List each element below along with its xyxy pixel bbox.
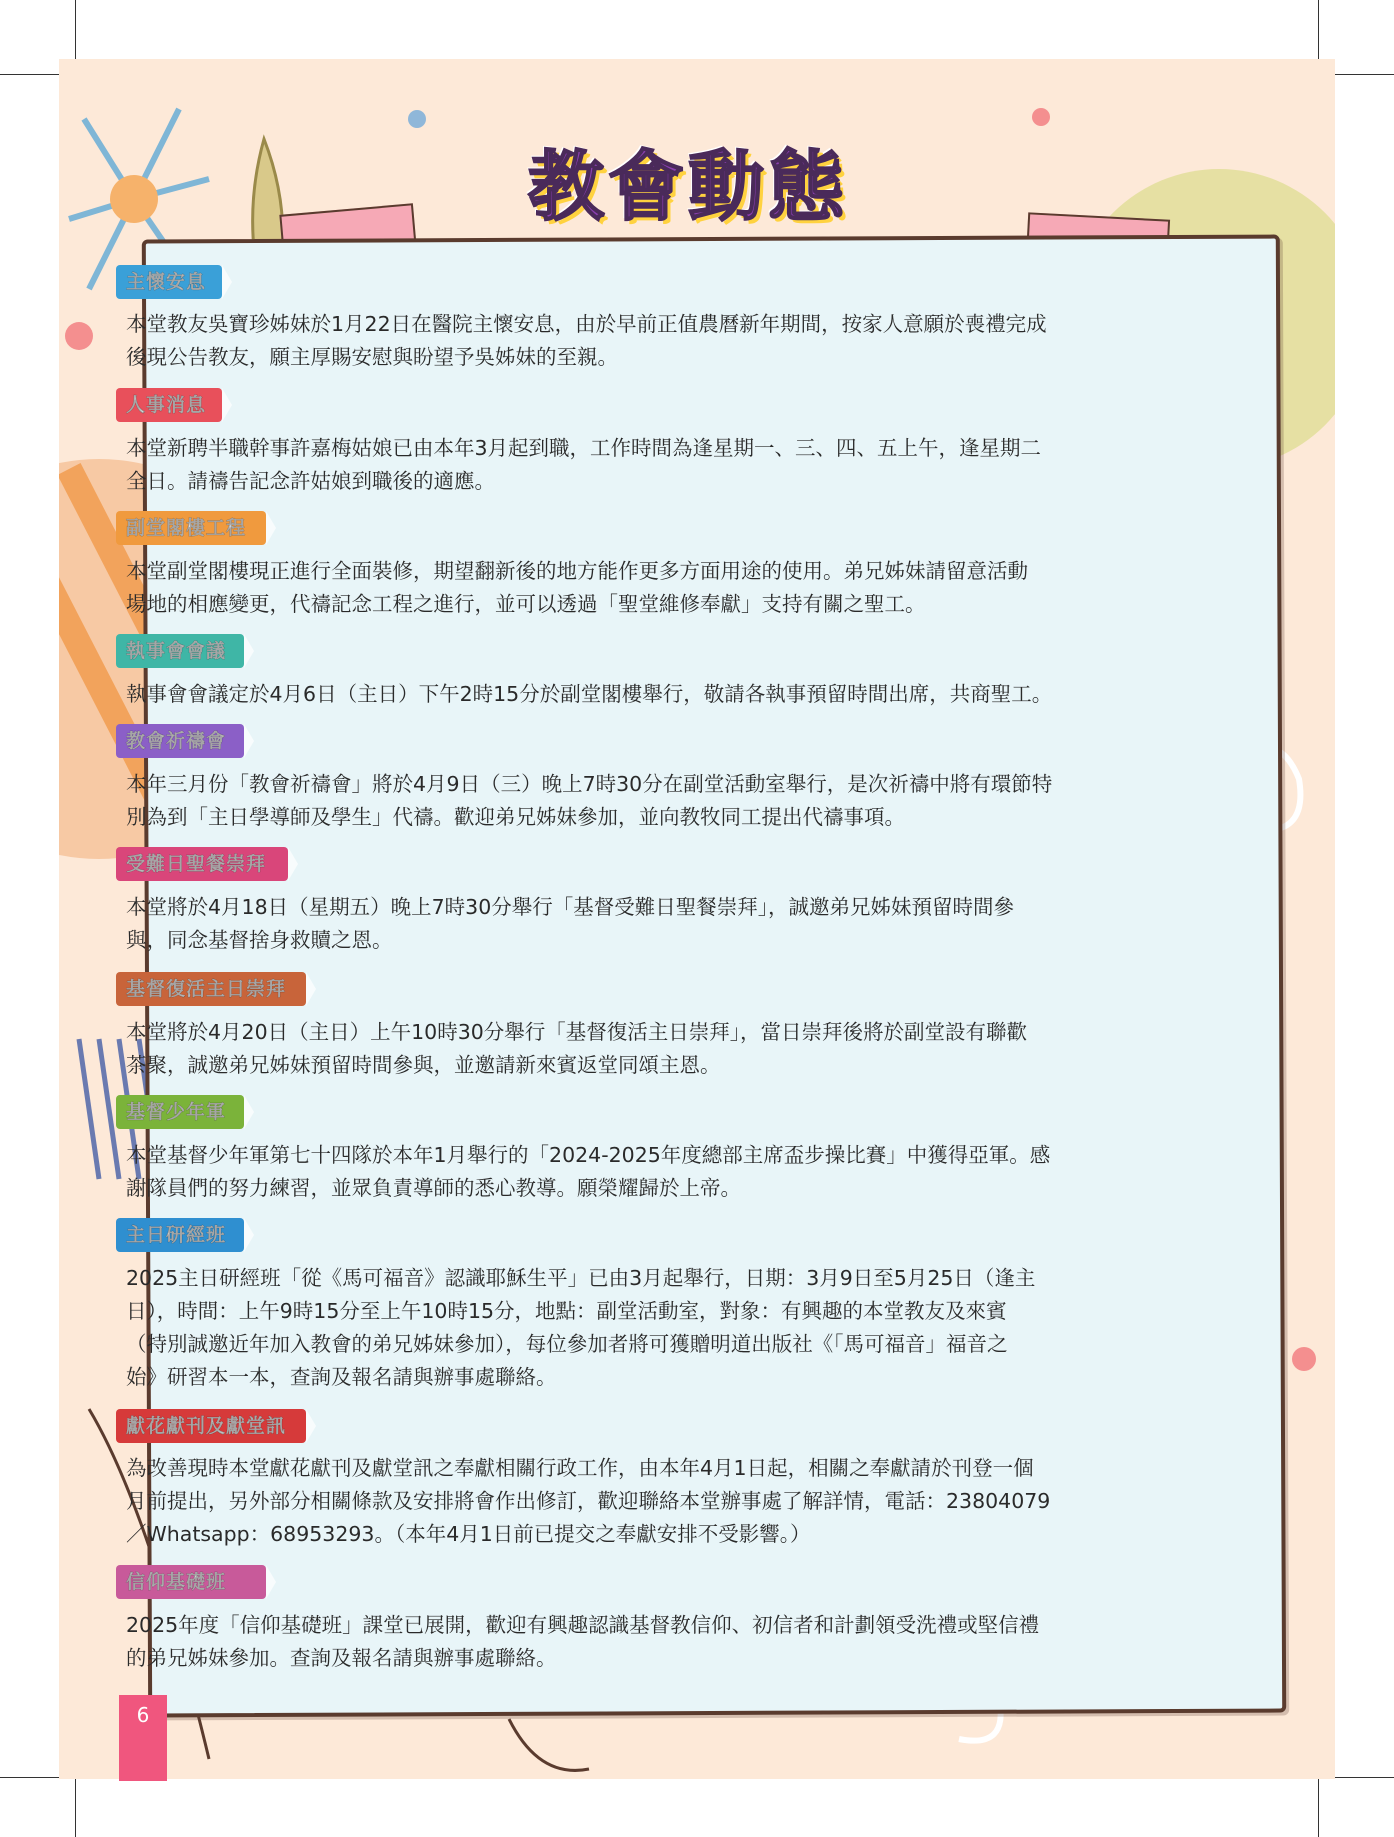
crop-mark xyxy=(1318,0,1319,60)
section-tag: 基督復活主日崇拜 xyxy=(116,972,306,1006)
section-text: 本堂副堂閣樓現正進行全面裝修，期望翻新後的地方能作更多方面用途的使用。弟兄姊妹請留意活動 場地的相應變更，代禱記念工程之進行，並可以透過「聖堂維修奉獻」支持有關之聖工。 xyxy=(126,559,1028,616)
section-text: 本堂將於4月18日（星期五）晚上7時30分舉行「基督受難日聖餐崇拜」，誠邀弟兄姊妹預留時間參 與，同念基督捨身救贖之恩。 xyxy=(126,895,1015,952)
section-text: 本年三月份「教會祈禱會」將於4月9日（三）晚上7時30分在副堂活動室舉行，是次祈禱中將有環節特 別為到「主日學導師及學生」代禱。歡迎弟兄姊妹參加，並向教牧同工提出代禱事項。 xyxy=(126,772,1053,829)
section-text: 本堂基督少年軍第七十四隊於本年1月舉行的「2024-2025年度總部主席盃步操比賽」中獲得亞軍。感 謝隊員們的努力練習，並眾負責導師的悉心教導。願榮耀歸於上帝。 xyxy=(126,1143,1051,1200)
section-tag: 信仰基礎班 xyxy=(116,1565,266,1599)
section-text: 執事會會議定於4月6日（主日）下午2時15分於副堂閣樓舉行，敬請各執事預留時間出席，共商聖工。 xyxy=(126,682,1053,706)
section-text: 為改善現時本堂獻花獻刊及獻堂訊之奉獻相關行政工作，由本年4月1日起，相關之奉獻請於刊登一個 月前提出，另外部分相關條款及安排將會作出修訂，歡迎聯絡本堂辦事處了解詳情，電話：23804079 ／Whatsapp：68953293。（本年4月1日前已提交之奉獻安排不受影響。） xyxy=(126,1456,1051,1546)
section-tag: 獻花獻刊及獻堂訊 xyxy=(116,1409,306,1443)
section-text: 本堂新聘半職幹事許嘉梅姑娘已由本年3月起到職，工作時間為逢星期一、三、四、五上午，逢星期二 全日。請禱告記念許姑娘到職後的適應。 xyxy=(126,436,1042,493)
section-tag: 基督少年軍 xyxy=(116,1095,244,1129)
section-tag: 副堂閣樓工程 xyxy=(116,511,266,545)
section-text: 2025年度「信仰基礎班」課堂已展開，歡迎有興趣認識基督教信仰、初信者和計劃領受洗禮或堅信禮 的弟兄姊妹參加。查詢及報名請與辦事處聯絡。 xyxy=(126,1613,1040,1670)
crop-mark xyxy=(1318,1777,1319,1837)
section-tag: 執事會會議 xyxy=(116,634,244,668)
section-text: 本堂教友吳寶珍姊妹於1月22日在醫院主懷安息，由於早前正值農曆新年期間，按家人意願於喪禮完成 後現公告教友，願主厚賜安慰與盼望予吳姊妹的至親。 xyxy=(126,312,1047,369)
section-tag: 主日研經班 xyxy=(116,1218,244,1252)
page-title: 教會動態 xyxy=(528,142,848,231)
page-number: 6 xyxy=(119,1695,167,1781)
section-text: 2025主日研經班「從《馬可福音》認識耶穌生平」已由3月起舉行，日期：3月9日至5月25日（逢主 日），時間：上午9時15分至上午10時15分，地點：副堂活動室，對象：有興趣的本堂教友及來賓 （特別誠邀近年加入教會的弟兄姊妹參加），每位參加者將可獲贈明道出版社《「馬可福音」福音之 始》研習本一本，查詢及報名請與辦事處聯絡。 xyxy=(126,1266,1036,1389)
section-tag: 受難日聖餐崇拜 xyxy=(116,847,288,881)
section-tag: 主懷安息 xyxy=(116,265,222,299)
crop-mark xyxy=(75,1777,76,1837)
crop-mark xyxy=(75,0,76,60)
section-tag: 教會祈禱會 xyxy=(116,724,244,758)
section-text: 本堂將於4月20日（主日）上午10時30分舉行「基督復活主日崇拜」，當日崇拜後將於副堂設有聯歡 茶聚，誠邀弟兄姊妹預留時間參與，並邀請新來賓返堂同頌主恩。 xyxy=(126,1020,1028,1077)
section-tag: 人事消息 xyxy=(116,388,222,422)
